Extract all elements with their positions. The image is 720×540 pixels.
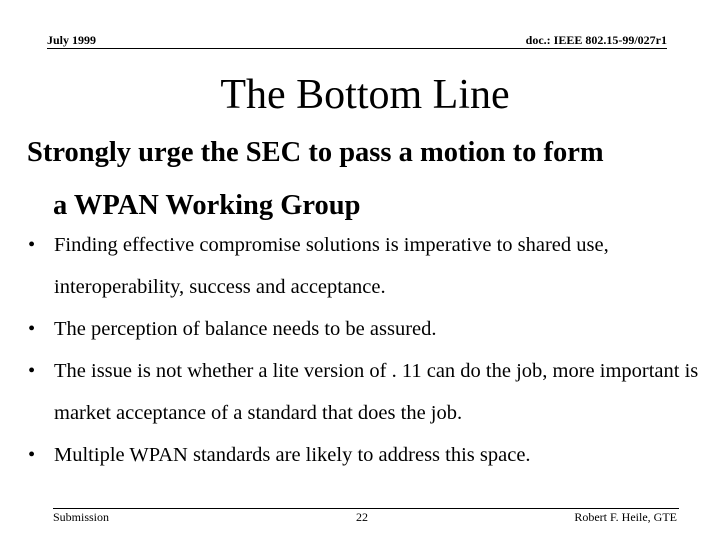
bullet-text: Finding effective compromise solutions is imperative to shared use, interoperability, success and acceptance. bbox=[54, 234, 609, 298]
footer-divider bbox=[53, 508, 679, 509]
lead-line-1: Strongly urge the SEC to pass a motion to form bbox=[27, 137, 604, 168]
footer-submission-label: Submission bbox=[53, 510, 110, 524]
lead-line-2: a WPAN Working Group bbox=[53, 190, 361, 221]
bullet-item bbox=[28, 224, 700, 308]
header-divider bbox=[47, 48, 667, 49]
header-date: July 1999 bbox=[47, 33, 97, 47]
bullet-text: Multiple WPAN standards are likely to address this space. bbox=[54, 444, 531, 466]
bullet-item bbox=[28, 350, 700, 434]
bullet-icon: • bbox=[28, 318, 36, 340]
bullet-icon: • bbox=[28, 234, 36, 256]
bullet-text: The issue is not whether a lite version of . 11 can do the job, more important is market acceptance of a standard that does the job. bbox=[54, 360, 699, 424]
header-doc-id: doc.: IEEE 802.15-99/027r1 bbox=[525, 33, 667, 47]
footer-author: Robert F. Heile, GTE bbox=[574, 510, 677, 524]
lead-statement bbox=[27, 126, 697, 232]
slide-title: The Bottom Line bbox=[220, 72, 510, 118]
bullet-text: The perception of balance needs to be assured. bbox=[54, 318, 437, 340]
bullet-icon: • bbox=[28, 360, 36, 382]
bullet-item bbox=[28, 308, 700, 350]
bullet-list bbox=[28, 224, 700, 476]
bullet-item bbox=[28, 434, 700, 476]
bullet-icon: • bbox=[28, 444, 36, 466]
footer-page-number: 22 bbox=[356, 510, 368, 524]
